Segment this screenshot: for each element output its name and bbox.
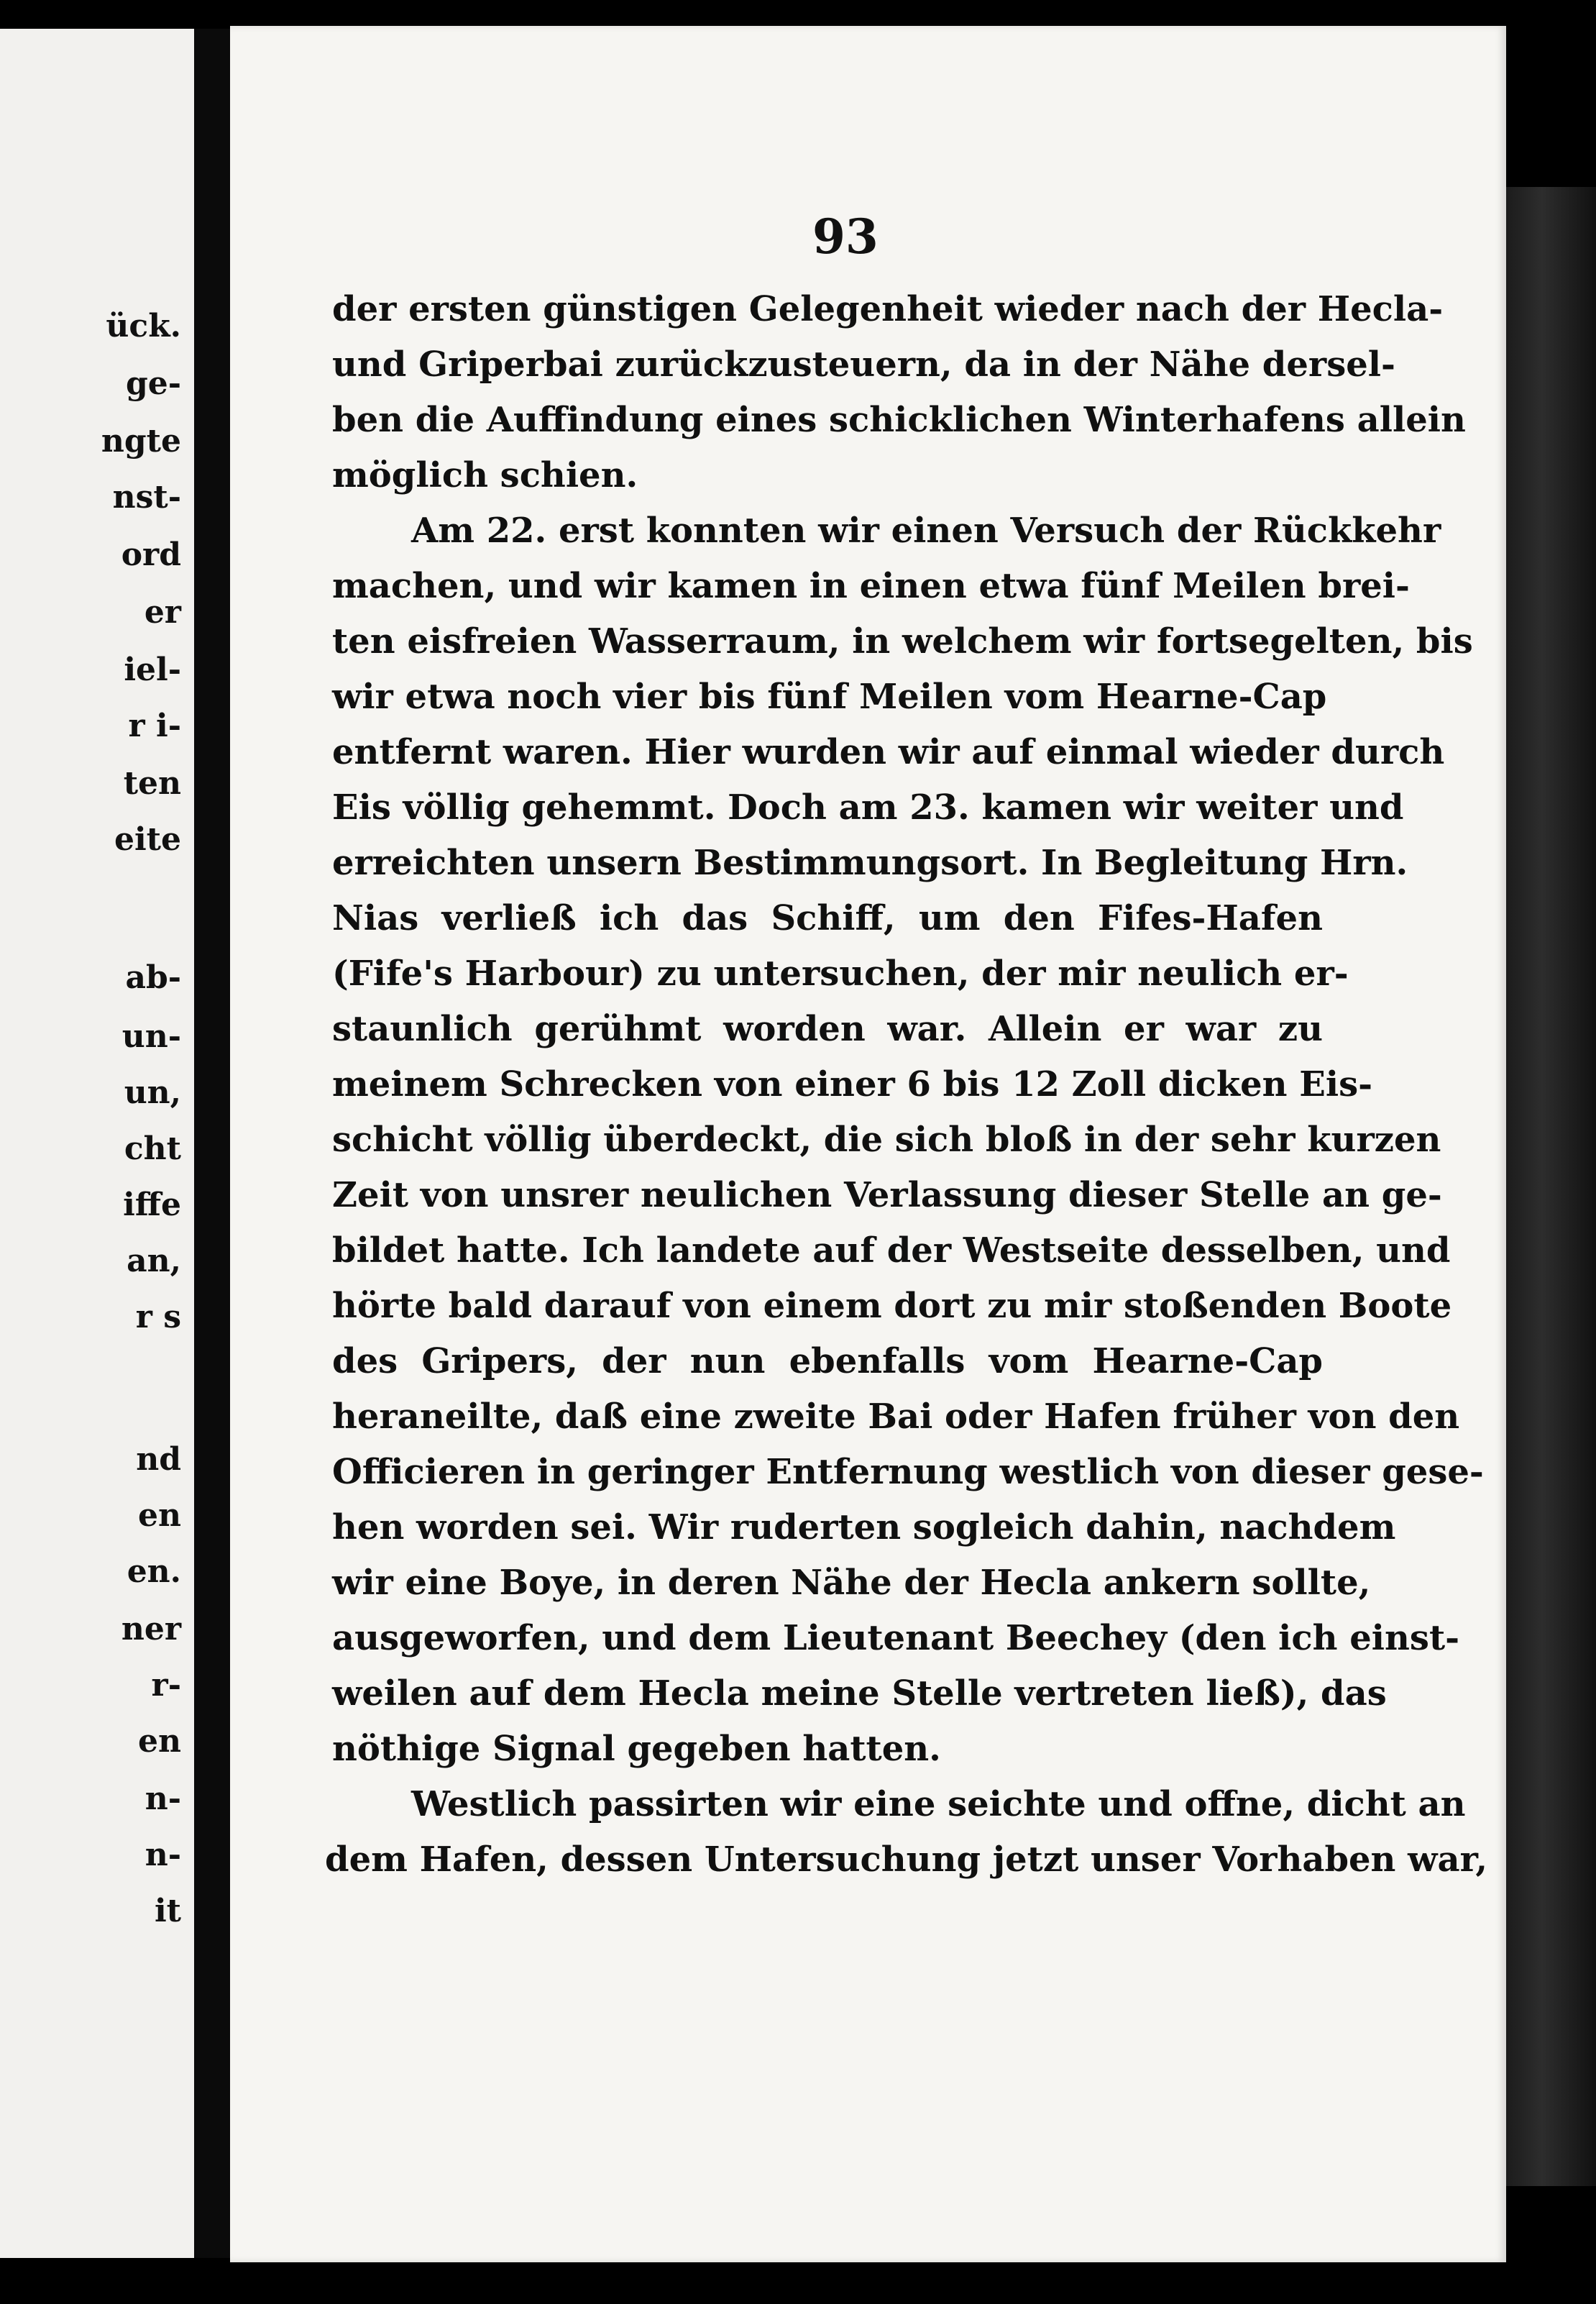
text-line: erreichten unsern Bestimmungsort. In Begleitung Hrn. [332,843,1408,883]
text-line: entfernt waren. Hier wurden wir auf einmal wieder durch [332,732,1445,772]
left-page-fragment: ab- [125,959,181,996]
left-page-fragment: un, [124,1074,181,1111]
left-page-fragment: cht [124,1130,181,1167]
body-text [325,282,1488,1888]
text-line: ben die Auffindung eines schicklichen Winterhafens allein [332,400,1466,440]
page-number: 93 [812,209,879,265]
text-line: Eis völlig gehemmt. Doch am 23. kamen wir weiter und [332,787,1404,828]
text-line: und Griperbai zurückzusteuern, da in der Nähe dersel- [332,344,1395,385]
left-page-fragment: en [138,1723,181,1760]
text-line: (Fife's Harbour) zu untersuchen, der mir neulich er- [332,954,1349,994]
left-page-fragment: ord [121,536,181,573]
left-page-fragment: an, [127,1243,181,1279]
text-line: Am 22. erst konnten wir einen Versuch der Rückkehr [411,511,1441,551]
previous-page [0,29,194,2258]
text-line: machen, und wir kamen in einen etwa fünf Meilen brei- [332,566,1410,606]
text-line: Officieren in geringer Entfernung westlich von dieser gese- [332,1452,1484,1492]
left-page-fragment: r i- [128,708,181,744]
left-page-fragment: iel- [124,652,181,688]
text-line: staunlich gerühmt worden war. Allein er war zu [332,1009,1323,1049]
text-line: heraneilte, daß eine zweite Bai oder Hafen früher von den [332,1396,1460,1437]
left-page-fragment: n- [145,1780,181,1817]
text-line: weilen auf dem Hecla meine Stelle vertreten ließ), das [332,1673,1387,1714]
left-page-fragment: er [144,594,181,631]
text-line: bildet hatte. Ich landete auf der Westseite desselben, und [332,1230,1451,1271]
left-page-fragment: un- [121,1018,181,1055]
text-line: des Gripers, der nun ebenfalls vom Hearne-Cap [332,1341,1323,1381]
text-line: wir etwa noch vier bis fünf Meilen vom Hearne-Cap [332,677,1327,717]
text-line: ausgeworfen, und dem Lieutenant Beechey (den ich einst- [332,1618,1460,1658]
text-line: schicht völlig überdeckt, die sich bloß in der sehr kurzen [332,1120,1441,1160]
text-line: hörte bald darauf von einem dort zu mir stoßenden Boote [332,1286,1452,1326]
book-gutter [194,29,230,2258]
text-line: dem Hafen, dessen Untersuchung jetzt unser Vorhaben war, [325,1839,1488,1880]
left-page-fragment: r- [151,1667,181,1704]
text-line: ten eisfreien Wasserraum, in welchem wir fortsegelten, bis [332,621,1473,662]
left-page-fragment: ten [123,765,181,802]
left-page-fragment: en [138,1497,181,1534]
text-line: wir eine Boye, in deren Nähe der Hecla ankern sollte, [332,1563,1371,1603]
left-page-fragment: nst- [112,479,181,516]
left-page-fragment: r s [135,1299,181,1335]
left-page-fragment: iffe [123,1187,181,1223]
left-page-fragment: ner [121,1611,181,1647]
text-line: Zeit von unsrer neulichen Verlassung dieser Stelle an ge- [332,1175,1442,1215]
left-page-fragment: eite [114,821,181,858]
left-page-fragment: ück. [106,308,181,344]
text-line: hen worden sei. Wir ruderten sogleich dahin, nachdem [332,1507,1396,1548]
text-line: Nias verließ ich das Schiff, um den Fifes-Hafen [332,898,1323,938]
text-line: nöthige Signal gegeben hatten. [332,1729,941,1769]
left-page-fragment: nd [136,1441,181,1478]
left-page-fragment: ngte [101,423,181,460]
left-page-fragment: en. [127,1553,181,1590]
text-line: der ersten günstigen Gelegenheit wieder nach der Hecla- [332,289,1444,329]
left-page-fragment: n- [145,1837,181,1873]
text-line: möglich schien. [332,455,638,495]
text-line: meinem Schrecken von einer 6 bis 12 Zoll dicken Eis- [332,1064,1373,1105]
left-page-fragment: ge- [125,365,181,402]
left-page-fragment: it [154,1893,181,1929]
page-edge-stack [1506,187,1596,2186]
text-line: Westlich passirten wir eine seichte und offne, dicht an [411,1784,1466,1824]
